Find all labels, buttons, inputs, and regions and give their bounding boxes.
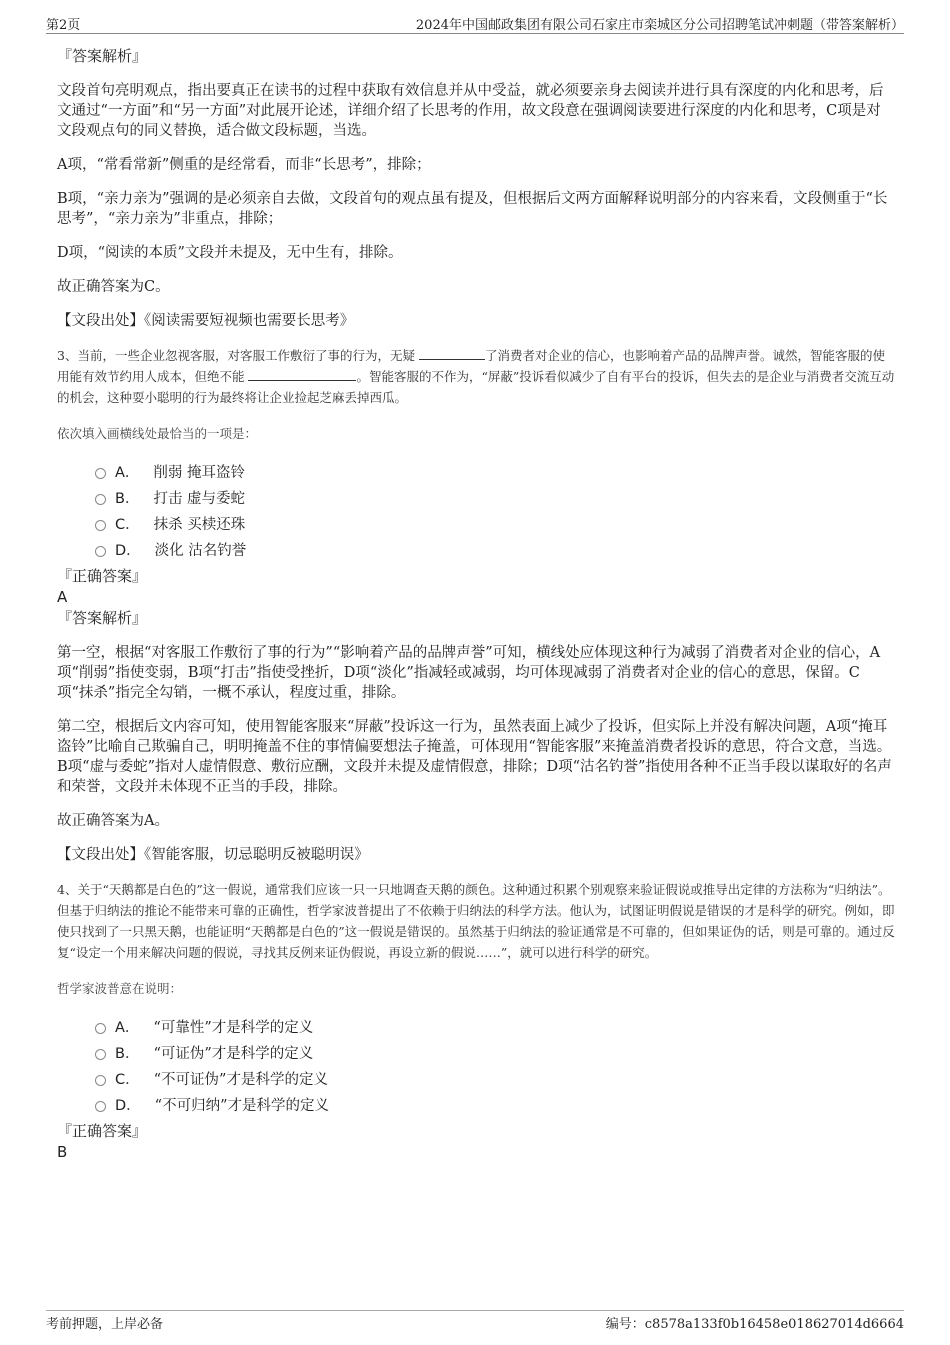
correct-answer-label: 『正确答案』 <box>57 1122 148 1140</box>
analysis-paragraph: 第一空，根据“对客服工作敷衍了事的行为”“影响着产品的品牌声誉”可知，横线处应体现这种行为减弱了消费者对企业的信心，A项“削弱”指使变弱，B项“打击”指使受挫折，D项“淡化”指减轻或减弱，均可体现减弱了消费者对企业的信心的意思，保留。C项“抹杀”指完全勾销，一概不承认，程度过重，排除。 <box>57 645 881 701</box>
question-4-text: 4、关于“天鹅都是白色的”这一假说，通常我们应该一只一只地调查天鹅的颜色。这种通过积累个别观察来验证假说或推导出定律的方法称为“归纳法”。但基于归纳法的推论不能带来可靠的正确性，哲学家波普提出了不依赖于归纳法的科学方法。他认为，试图证明假说是错误的才是科学的研究。例如，即使只找到了一只黑天鹅，也能证明“天鹅都是白色的”这一假说是错误的。虽然基于归纳法的验证通常是不可靠的，但如果证伪的话，则是可靠的。通过反复“设定一个用来解决问题的假说，寻找其反例来证伪假说，再设立新的假说……”，就可以进行科学的研究。 <box>57 882 895 960</box>
source-citation: 【文段出处】《智能客服，切忌聪明反被聪明误》 <box>57 847 369 863</box>
footer-divider <box>46 1310 904 1311</box>
correct-answer: A <box>57 588 68 606</box>
option-a[interactable]: A． “可靠性”才是科学的定义 <box>95 1013 895 1039</box>
radio-icon[interactable] <box>95 1049 106 1060</box>
radio-icon[interactable] <box>95 1075 106 1086</box>
question-prompt: 依次填入画横线处最恰当的一项是： <box>57 426 258 441</box>
correct-answer-label: 『正确答案』 <box>57 567 148 585</box>
question-3-options <box>57 458 895 562</box>
analysis-paragraph: 文段首句亮明观点，指出要真正在读书的过程中获取有效信息并从中受益，就必须要亲身去阅读并进行具有深度的内化和思考，后文通过“一方面”和“另一方面”对此展开论述，详细介绍了长思考的作用，故文段意在强调阅读要进行深度的内化和思考，C项是对文段观点句的同义替换，适合做文段标题，当选。 <box>57 83 884 139</box>
answer-statement: 故正确答案为A。 <box>57 813 169 829</box>
question-3-text: 3、当前，一些企业忽视客服，对客服工作敷衍了事的行为，无疑 了消费者对企业的信心，也影响着产品的品牌声誉。诚然，智能客服的使用能有效节约用人成本，但绝不能 。智能客服的不作为，“屏蔽”投诉看似减少了自有平台的投诉，但失去的是企业与消费者交流互动的机会，这种耍小聪明的行为最终将让企业捡起芝麻丢掉西瓜。 <box>57 348 895 405</box>
footer-slogan: 考前押题，上岸必备 <box>46 1317 164 1332</box>
correct-answer: B <box>57 1143 68 1161</box>
option-d[interactable]: D． “不可归纳”才是科学的定义 <box>95 1091 895 1117</box>
fill-blank <box>248 367 356 381</box>
option-b[interactable]: B． 打击 虚与委蛇 <box>95 484 895 510</box>
main-content <box>57 46 895 1163</box>
option-c[interactable]: C． “不可证伪”才是科学的定义 <box>95 1065 895 1091</box>
source-citation: 【文段出处】《阅读需要短视频也需要长思考》 <box>57 313 355 329</box>
radio-icon[interactable] <box>95 546 106 557</box>
analysis-label: 『答案解析』 <box>57 609 148 627</box>
header-divider <box>46 33 904 34</box>
fill-blank <box>419 346 485 360</box>
radio-icon[interactable] <box>95 1023 106 1034</box>
option-d[interactable]: D． 淡化 沽名钓誉 <box>95 536 895 562</box>
question-prompt: 哲学家波普意在说明： <box>57 981 183 996</box>
analysis-paragraph: A项，“常看常新”侧重的是经常看，而非“长思考”，排除； <box>57 157 431 173</box>
radio-icon[interactable] <box>95 1101 106 1112</box>
document-title: 2024年中国邮政集团有限公司石家庄市栾城区分公司招聘笔试冲刺题（带答案解析） <box>415 18 904 33</box>
answer-statement: 故正确答案为C。 <box>57 279 170 295</box>
radio-icon[interactable] <box>95 520 106 531</box>
page-header <box>46 14 904 34</box>
page-number: 第2页 <box>46 18 81 33</box>
option-b[interactable]: B． “可证伪”才是科学的定义 <box>95 1039 895 1065</box>
radio-icon[interactable] <box>95 494 106 505</box>
analysis-paragraph: 第二空，根据后文内容可知，使用智能客服来“屏蔽”投诉这一行为，虽然表面上减少了投诉，但实际上并没有解决问题，A项“掩耳盗铃”比喻自己欺骗自己，明明掩盖不住的事情偏要想法子掩盖，可体现用“智能客服”来掩盖消费者投诉的意思，符合文意，当选。B项“虚与委蛇”指对人虚情假意、敷衍应酬，文段并未提及虚情假意，排除；D项“沽名钓誉”指使用各种不正当手段以谋取好的名声和荣誉，文段并未体现不正当的手段，排除。 <box>57 719 892 795</box>
question-4-options <box>57 1013 895 1117</box>
option-c[interactable]: C． 抹杀 买椟还珠 <box>95 510 895 536</box>
analysis-paragraph: B项，“亲力亲为”强调的是必须亲自去做，文段首句的观点虽有提及，但根据后文两方面解释说明部分的内容来看，文段侧重于“长思考”，“亲力亲为”非重点，排除； <box>57 191 888 227</box>
option-a[interactable]: A． 削弱 掩耳盗铃 <box>95 458 895 484</box>
analysis-paragraph: D项，“阅读的本质”文段并未提及，无中生有，排除。 <box>57 245 403 261</box>
analysis-label: 『答案解析』 <box>57 47 148 65</box>
document-code: 编号：c8578a133f0b16458e018627014d6664 <box>605 1317 904 1332</box>
page-footer <box>46 1313 904 1333</box>
radio-icon[interactable] <box>95 468 106 479</box>
